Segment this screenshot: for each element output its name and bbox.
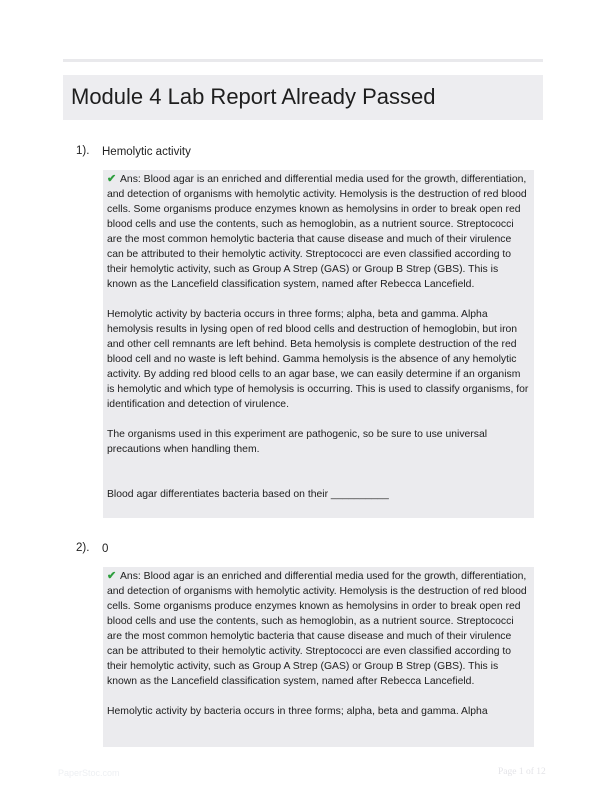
question-number: 2). (76, 542, 90, 554)
fill-in-question: Blood agar differentiates bacteria based on their __________ (107, 489, 389, 500)
question-text: 0 (102, 543, 109, 555)
answer-box (103, 170, 534, 518)
check-icon: ✔ (107, 173, 117, 185)
answer-box (103, 567, 534, 747)
page-number: Page 1 of 12 (498, 767, 546, 777)
question-number: 1). (76, 145, 90, 157)
answer-paragraph: ✔ Ans: Blood agar is an enriched and differential media used for the growth, differentiation, and detection of organisms with hemolytic activity. Hemolysis is the destruction of red blood cells. Some organisms produce enzymes known as hemolysins in order to break open red blood cells and use the contents, such as hemoglobin, as a nutrient source. Streptococci are the most common hemolytic bacteria that cause disease and much of their virulence can be attributed to their hemolytic activity. Streptococci are even classified according to their hemolytic activity, such as Group A Strep (GAS) or Group B Strep (GBS). This is known as the Lancefield classification system, named after Rebecca Lancefield. (107, 173, 527, 290)
answer-paragraph: ✔ Ans: Blood agar is an enriched and differential media used for the growth, differentiation, and detection of organisms with hemolytic activity. Hemolysis is the destruction of red blood cells. Some organisms produce enzymes known as hemolysins in order to break open red blood cells and use the contents, such as hemoglobin, as a nutrient source. Streptococci are the most common hemolytic bacteria that cause disease and much of their virulence can be attributed to their hemolytic activity. Streptococci are even classified according to their hemolytic activity, such as Group A Strep (GAS) or Group B Strep (GBS). This is known as the Lancefield classification system, named after Rebecca Lancefield. (107, 570, 527, 687)
check-icon: ✔ (107, 570, 117, 582)
question-text: Hemolytic activity (102, 146, 191, 158)
page-title: Module 4 Lab Report Already Passed (71, 84, 436, 109)
answer-paragraph: Hemolytic activity by bacteria occurs in three forms; alpha, beta and gamma. Alpha hemolysis results in lysing open of red blood cells and destruction of hemoglobin, but iron and other cell remnants are left behind. Beta hemolysis is complete destruction of the red blood cell and no waste is left behind. Gamma hemolysis is the absence of any hemolytic activity. By adding red blood cells to an agar base, we can easily determine if an organism is hemolytic and which type of hemolysis is occurring. This is used to classify organisms, for identification and detection of virulence. (107, 309, 529, 410)
title-bar (63, 75, 543, 120)
answer-paragraph: The organisms used in this experiment are pathogenic, so be sure to use universal precautions when handling them. (107, 429, 488, 455)
footer-site: PaperStoc.com (58, 768, 120, 778)
top-divider (63, 59, 543, 62)
answer-paragraph: Hemolytic activity by bacteria occurs in three forms; alpha, beta and gamma. Alpha (107, 706, 488, 717)
